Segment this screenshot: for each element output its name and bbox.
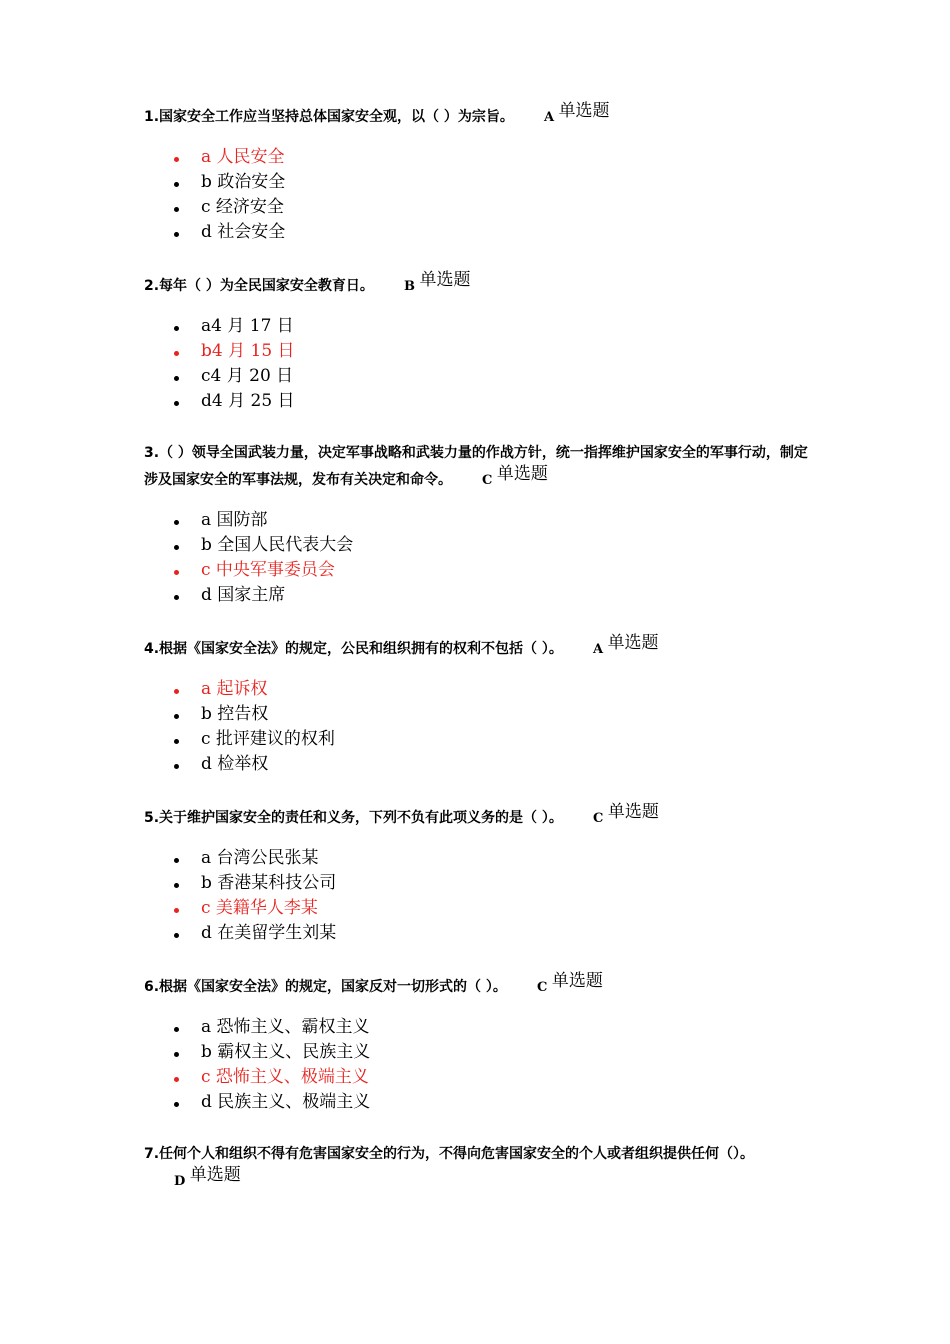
option-b [144,702,814,727]
question-2 [144,272,814,414]
option-c [144,896,814,921]
question-7 [144,1141,814,1195]
question-4 [144,635,814,777]
option-text: d 国家主席 [201,585,286,605]
question-text: 6.根据《国家安全法》的规定，国家反对一切形式的（ ）。 [144,979,507,995]
bullet-icon [174,326,179,331]
option-b [144,871,814,896]
option-text: a 台湾公民张某 [201,848,319,868]
option-text: d 社会安全 [201,222,286,242]
bullet-icon [174,232,179,237]
option-text: a 国防部 [201,510,268,530]
question-type: 单选题 [607,802,659,822]
option-a [144,846,814,871]
question-6 [144,973,814,1115]
option-text: a 人民安全 [201,147,285,167]
answer-letter: A 单选题 [543,101,610,125]
question-stem [144,804,814,832]
option-text: d 民族主义、极端主义 [201,1092,371,1112]
bullet-icon [174,570,179,575]
option-text: c 批评建议的权利 [201,729,335,749]
option-d [144,921,814,946]
option-text: d4 月 25 日 [201,391,295,411]
option-d [144,583,814,608]
option-c [144,1065,814,1090]
question-text: 7.任何个人和组织不得有危害国家安全的行为，不得向危害国家安全的个人或者组织提供任何（）。 [144,1146,755,1162]
question-type: 单选题 [419,270,471,290]
option-text: b 控告权 [201,704,269,724]
option-text: b 香港某科技公司 [201,873,337,893]
option-a [144,314,814,339]
question-stem [144,103,814,131]
question-text: 1.国家安全工作应当坚持总体国家安全观，以（ ）为宗旨。 [144,109,514,125]
question-type: 单选题 [496,464,548,484]
option-b [144,339,814,364]
question-type: 单选题 [189,1165,241,1185]
bullet-icon [174,764,179,769]
option-list [144,677,814,777]
option-d [144,389,814,414]
option-d [144,220,814,245]
bullet-icon [174,1102,179,1107]
bullet-icon [174,351,179,356]
option-a [144,508,814,533]
answer-letter: C 单选题 [536,971,603,995]
bullet-icon [174,595,179,600]
option-b [144,1040,814,1065]
question-3 [144,440,814,608]
option-d [144,752,814,777]
answer-letter: D 单选题 [174,1165,241,1189]
bullet-icon [174,545,179,550]
option-d [144,1090,814,1115]
question-text: 3.（ ）领导全国武装力量，决定军事战略和武装力量的作战方针，统一指挥维护国家安全的军事行动，制定涉及国家安全的军事法规，发布有关决定和命令。 [144,445,808,488]
bullet-icon [174,207,179,212]
option-text: c 经济安全 [201,197,284,217]
bullet-icon [174,182,179,187]
bullet-icon [174,1027,179,1032]
question-5 [144,804,814,946]
question-stem [144,272,814,300]
bullet-icon [174,376,179,381]
option-text: b 霸权主义、民族主义 [201,1042,371,1062]
question-1 [144,103,814,245]
option-b [144,170,814,195]
bullet-icon [174,858,179,863]
option-text: b 政治安全 [201,172,286,192]
option-b [144,533,814,558]
option-text: a4 月 17 日 [201,316,294,336]
bullet-icon [174,520,179,525]
option-a [144,677,814,702]
answer-letter: C 单选题 [592,802,659,826]
question-type: 单选题 [607,633,659,653]
option-c [144,364,814,389]
question-text: 5.关于维护国家安全的责任和义务，下列不负有此项义务的是（ ）。 [144,810,563,826]
option-a [144,1015,814,1040]
question-stem [144,635,814,663]
option-text: d 在美留学生刘某 [201,923,337,943]
bullet-icon [174,157,179,162]
option-text: b 全国人民代表大会 [201,535,354,555]
option-text: d 检举权 [201,754,269,774]
bullet-icon [174,714,179,719]
option-list [144,145,814,245]
option-text: c 中央军事委员会 [201,560,335,580]
option-text: b4 月 15 日 [201,341,295,361]
bullet-icon [174,1077,179,1082]
question-stem [144,440,814,494]
answer-letter: C 单选题 [482,464,548,488]
option-text: c 美籍华人李某 [201,898,318,918]
bullet-icon [174,401,179,406]
option-list [144,314,814,414]
question-type: 单选题 [551,971,603,991]
question-text: 2.每年（ ）为全民国家安全教育日。 [144,278,374,294]
bullet-icon [174,1052,179,1057]
bullet-icon [174,908,179,913]
option-list [144,846,814,946]
option-text: a 恐怖主义、霸权主义 [201,1017,370,1037]
option-list [144,508,814,608]
question-stem [144,973,814,1001]
option-text: c4 月 20 日 [201,366,294,386]
option-c [144,195,814,220]
option-c [144,558,814,583]
option-a [144,145,814,170]
option-list [144,1015,814,1115]
option-text: a 起诉权 [201,679,268,699]
question-stem [144,1141,814,1195]
question-type: 单选题 [558,101,610,121]
answer-letter: A 单选题 [592,633,659,657]
bullet-icon [174,689,179,694]
answer-letter: B 单选题 [403,270,471,294]
option-text: c 恐怖主义、极端主义 [201,1067,369,1087]
bullet-icon [174,933,179,938]
question-text: 4.根据《国家安全法》的规定，公民和组织拥有的权利不包括（ ）。 [144,641,563,657]
bullet-icon [174,883,179,888]
option-c [144,727,814,752]
bullet-icon [174,739,179,744]
